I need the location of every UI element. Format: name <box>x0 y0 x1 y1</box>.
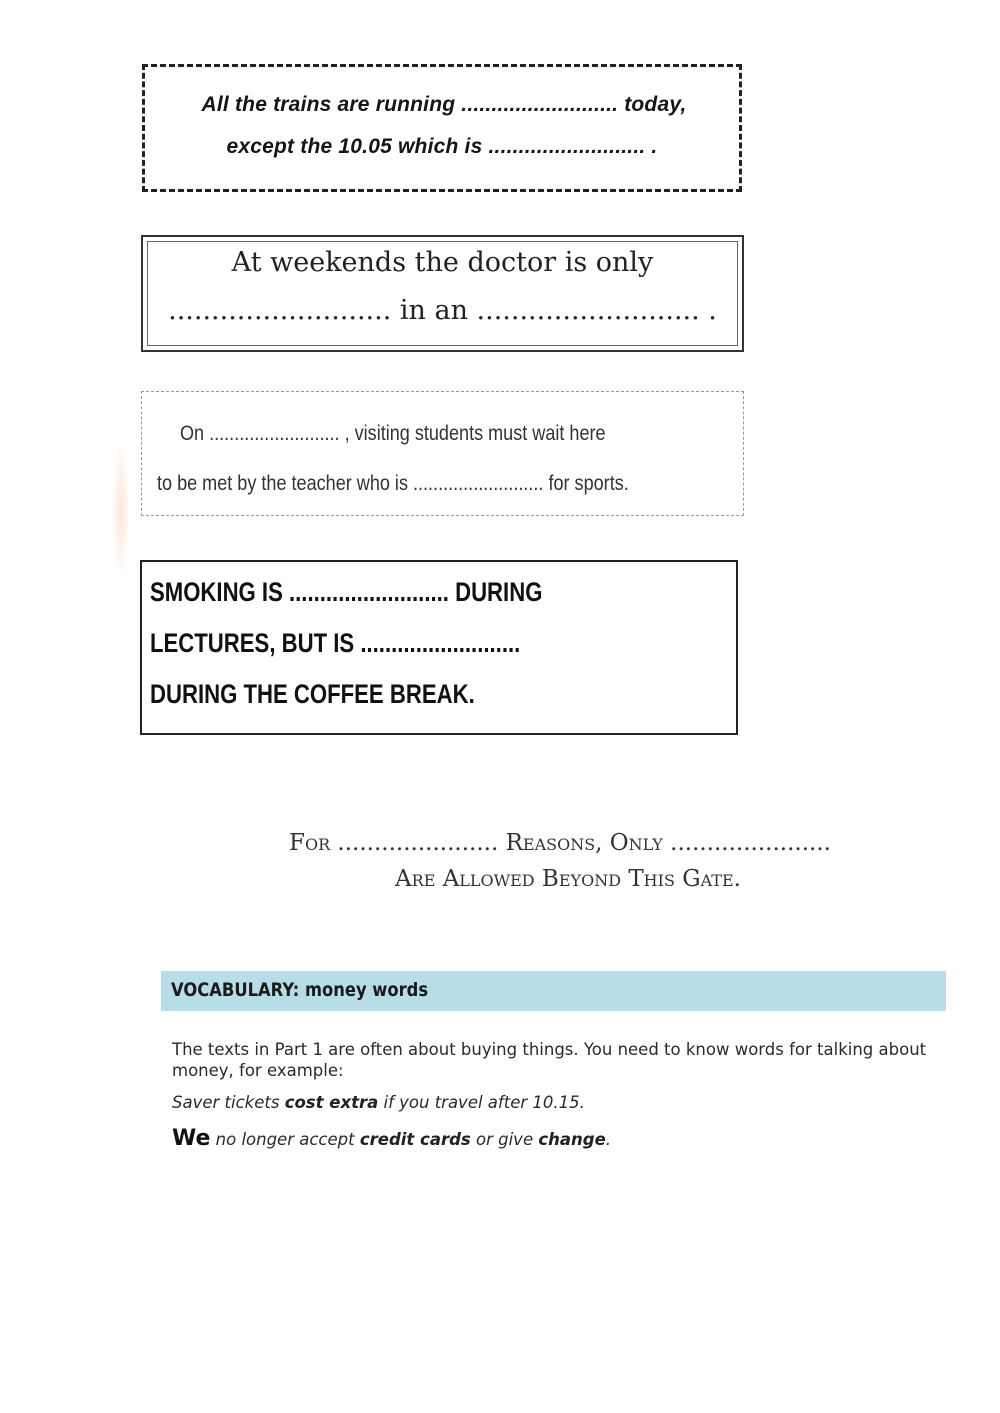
example-sentence-1 <box>172 1093 585 1112</box>
notice-trains-line-2: except the 10.05 which is .......................... . <box>226 135 658 158</box>
vocabulary-header-bar <box>161 971 946 1011</box>
notice-trains <box>142 64 742 192</box>
example-1-text-a: Saver tickets <box>172 1093 285 1112</box>
example-1-keyword-cost-extra: cost extra <box>284 1093 379 1112</box>
notice-visiting-students <box>141 391 744 516</box>
example-2-text-b: no longer accept <box>210 1130 360 1149</box>
notice-doctor-line-1: At weekends the doctor is only <box>231 247 654 278</box>
notice-doctor <box>141 235 744 352</box>
notice-gate-line-1: For ...................... Reasons, Only ...................... <box>289 830 831 856</box>
notice-students-line-1: On .......................... , visiting students must wait here <box>180 422 606 445</box>
notice-students-line-2: to be met by the teacher who is .......................... for sports. <box>157 472 629 495</box>
notice-gate-line-2: Are Allowed Beyond This Gate. <box>395 866 741 892</box>
example-sentence-2 <box>172 1126 611 1151</box>
vocabulary-intro: The texts in Part 1 are often about buying things. You need to know words for talking about money, for example: <box>172 1040 927 1080</box>
notice-doctor-line-2: .......................... in an .......................... . <box>168 295 717 326</box>
scan-artifact <box>112 440 130 580</box>
notice-smoking-line-2: LECTURES, BUT IS .......................... <box>150 628 521 658</box>
notice-smoking-line-3: DURING THE COFFEE BREAK. <box>150 679 475 709</box>
example-1-text-c: if you travel after 10.15. <box>378 1093 585 1112</box>
example-2-text-d: or give <box>470 1130 539 1149</box>
vocabulary-title: VOCABULARY: money words <box>171 979 429 1001</box>
notice-trains-line-1: All the trains are running .......................... today, <box>201 93 687 116</box>
notice-gate <box>180 828 940 900</box>
example-2-text-f: . <box>605 1130 612 1149</box>
example-2-word-we: We <box>172 1126 211 1151</box>
example-2-keyword-change: change <box>538 1130 606 1149</box>
notice-smoking-line-1: SMOKING IS .......................... DURING <box>150 577 543 607</box>
example-2-keyword-credit-cards: credit cards <box>359 1130 471 1149</box>
notice-smoking <box>140 560 738 735</box>
